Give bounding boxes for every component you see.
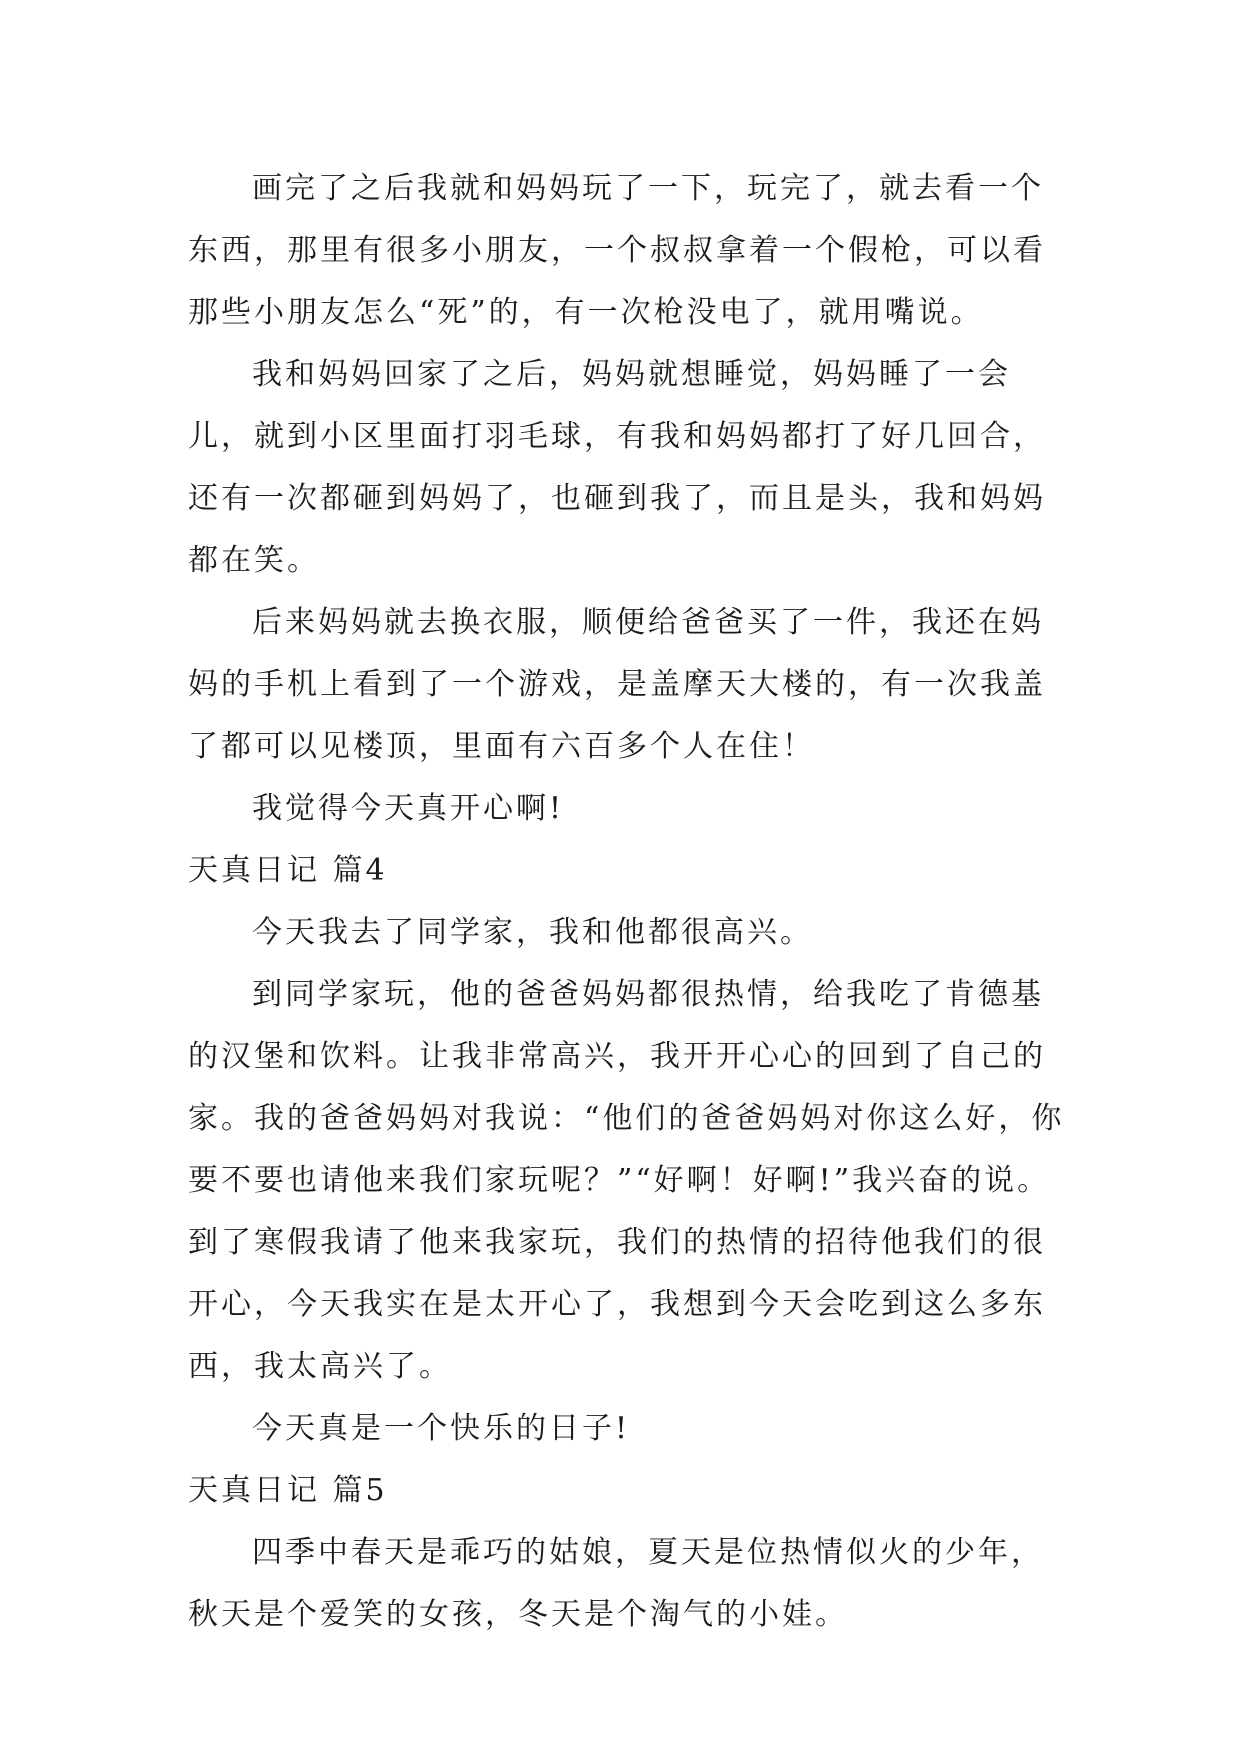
paragraph: 今天真是一个快乐的日子!	[252, 1411, 631, 1446]
paragraph: 我觉得今天真开心啊!	[252, 791, 565, 826]
section-heading: 天真日记 篇4	[188, 853, 388, 888]
paragraph: 到同学家玩，他的爸爸妈妈都很热情，给我吃了肯德基的汉堡和饮料。让我非常高兴，我开开心心的回到了自己的家。我的爸爸妈妈对我说：“他们的爸爸妈妈对你这么好，你要不要也请他来我们家玩呢？”“好啊！好啊!”我兴奋的说。到了寒假我请了他来我家玩，我们的热情的招待他我们的很开心，今天我实在是太开心了，我想到今天会吃到这么多东西，我太高兴了。	[188, 977, 1065, 1384]
document-body	[188, 158, 1068, 1646]
paragraph: 四季中春天是乖巧的姑娘，夏天是位热情似火的少年，秋天是个爱笑的女孩，冬天是个淘气的小娃。	[188, 1535, 1044, 1632]
paragraph: 画完了之后我就和妈妈玩了一下，玩完了，就去看一个东西，那里有很多小朋友，一个叔叔拿着一个假枪，可以看那些小朋友怎么“死”的，有一次枪没电了，就用嘴说。	[188, 171, 1046, 330]
paragraph: 我和妈妈回家了之后，妈妈就想睡觉，妈妈睡了一会儿，就到小区里面打羽毛球，有我和妈妈都打了好几回合，还有一次都砸到妈妈了，也砸到我了，而且是头，我和妈妈都在笑。	[188, 357, 1046, 578]
paragraph: 今天我去了同学家，我和他都很高兴。	[252, 915, 813, 950]
paragraph: 后来妈妈就去换衣服，顺便给爸爸买了一件，我还在妈妈的手机上看到了一个游戏，是盖摩天大楼的，有一次我盖了都可以见楼顶，里面有六百多个人在住！	[188, 605, 1046, 764]
section-heading: 天真日记 篇5	[188, 1473, 388, 1508]
